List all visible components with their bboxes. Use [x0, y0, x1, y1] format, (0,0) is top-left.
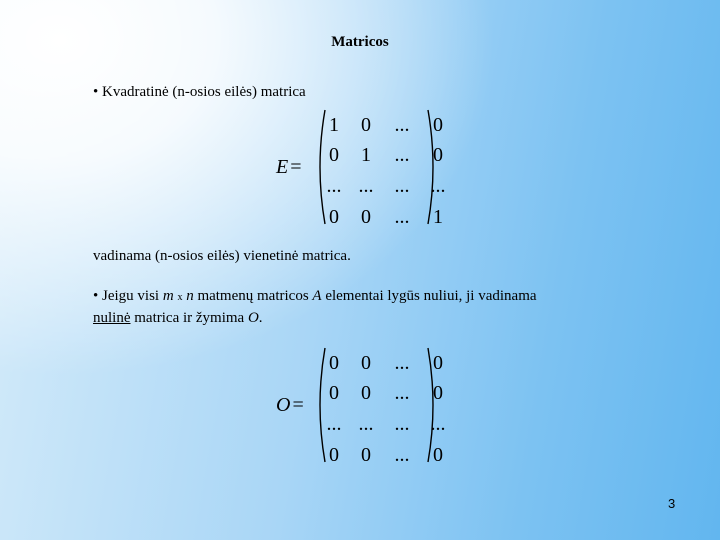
matrix-cell: ...	[394, 352, 410, 374]
p3-underlined-term: nulinė	[93, 310, 131, 326]
matrix-cell: 0	[433, 114, 443, 136]
p3-text-5: .	[258, 310, 263, 326]
matrix-e-lhs	[276, 156, 302, 179]
equals-sign: =	[290, 156, 302, 178]
matrix-cell: ...	[394, 114, 410, 136]
right-paren-icon	[426, 346, 440, 464]
matrix-cell: 0	[361, 352, 371, 374]
matrix-cell: ...	[326, 175, 342, 197]
slide-title: Matricos	[331, 34, 389, 50]
p3-var-o: O	[247, 310, 259, 326]
p3-var-m: m	[162, 288, 174, 304]
text-square-matrix: • Kvadratinė (n-osios eilės) matrica	[93, 84, 306, 100]
matrix-cell: 0	[361, 382, 371, 404]
matrix-cell: 0	[329, 382, 339, 404]
matrix-cell: ...	[326, 413, 342, 435]
matrix-cell: ...	[394, 175, 410, 197]
matrix-cell: 0	[329, 144, 339, 166]
matrix-cell: 0	[329, 206, 339, 228]
matrix-e-symbol: E	[276, 156, 289, 178]
matrix-cell: ...	[394, 144, 410, 166]
page-number: 3	[668, 496, 676, 511]
matrix-cell: 0	[433, 144, 443, 166]
right-paren-icon	[426, 108, 440, 226]
p3-times: x	[177, 292, 183, 303]
matrix-cell: ...	[394, 413, 410, 435]
matrix-cell: 0	[361, 206, 371, 228]
matrix-cell: ...	[430, 175, 446, 197]
p3-text-2: matmenų matricos	[193, 288, 313, 304]
matrix-cell: ...	[394, 444, 410, 466]
matrix-o-lhs	[276, 394, 304, 417]
equals-sign: =	[292, 394, 304, 416]
text-identity-matrix: vadinama (n-osios eilės) vienetinė matrica.	[93, 248, 351, 264]
matrix-cell: ...	[358, 175, 374, 197]
matrix-cell: ...	[394, 382, 410, 404]
matrix-cell: 0	[329, 352, 339, 374]
matrix-cell: 0	[433, 444, 443, 466]
matrix-cell: 0	[433, 382, 443, 404]
text-zero-matrix-definition	[93, 286, 623, 328]
matrix-o-symbol: O	[276, 394, 291, 416]
matrix-cell: ...	[430, 413, 446, 435]
matrix-cell: 1	[329, 114, 339, 136]
p3-text-1: • Jeigu visi	[93, 288, 163, 304]
p3-var-n: n	[186, 288, 194, 304]
matrix-cell: 0	[361, 114, 371, 136]
p3-text-4: matrica ir žymima	[130, 310, 248, 326]
matrix-cell: 0	[433, 352, 443, 374]
matrix-cell: 1	[361, 144, 371, 166]
p3-text-3: elementai lygūs nuliui, ji vadinama	[321, 288, 537, 304]
matrix-cell: ...	[394, 206, 410, 228]
p3-var-a: A	[312, 288, 322, 304]
matrix-cell: 0	[361, 444, 371, 466]
matrix-cell: 0	[329, 444, 339, 466]
matrix-cell: 1	[433, 206, 443, 228]
matrix-cell: ...	[358, 413, 374, 435]
